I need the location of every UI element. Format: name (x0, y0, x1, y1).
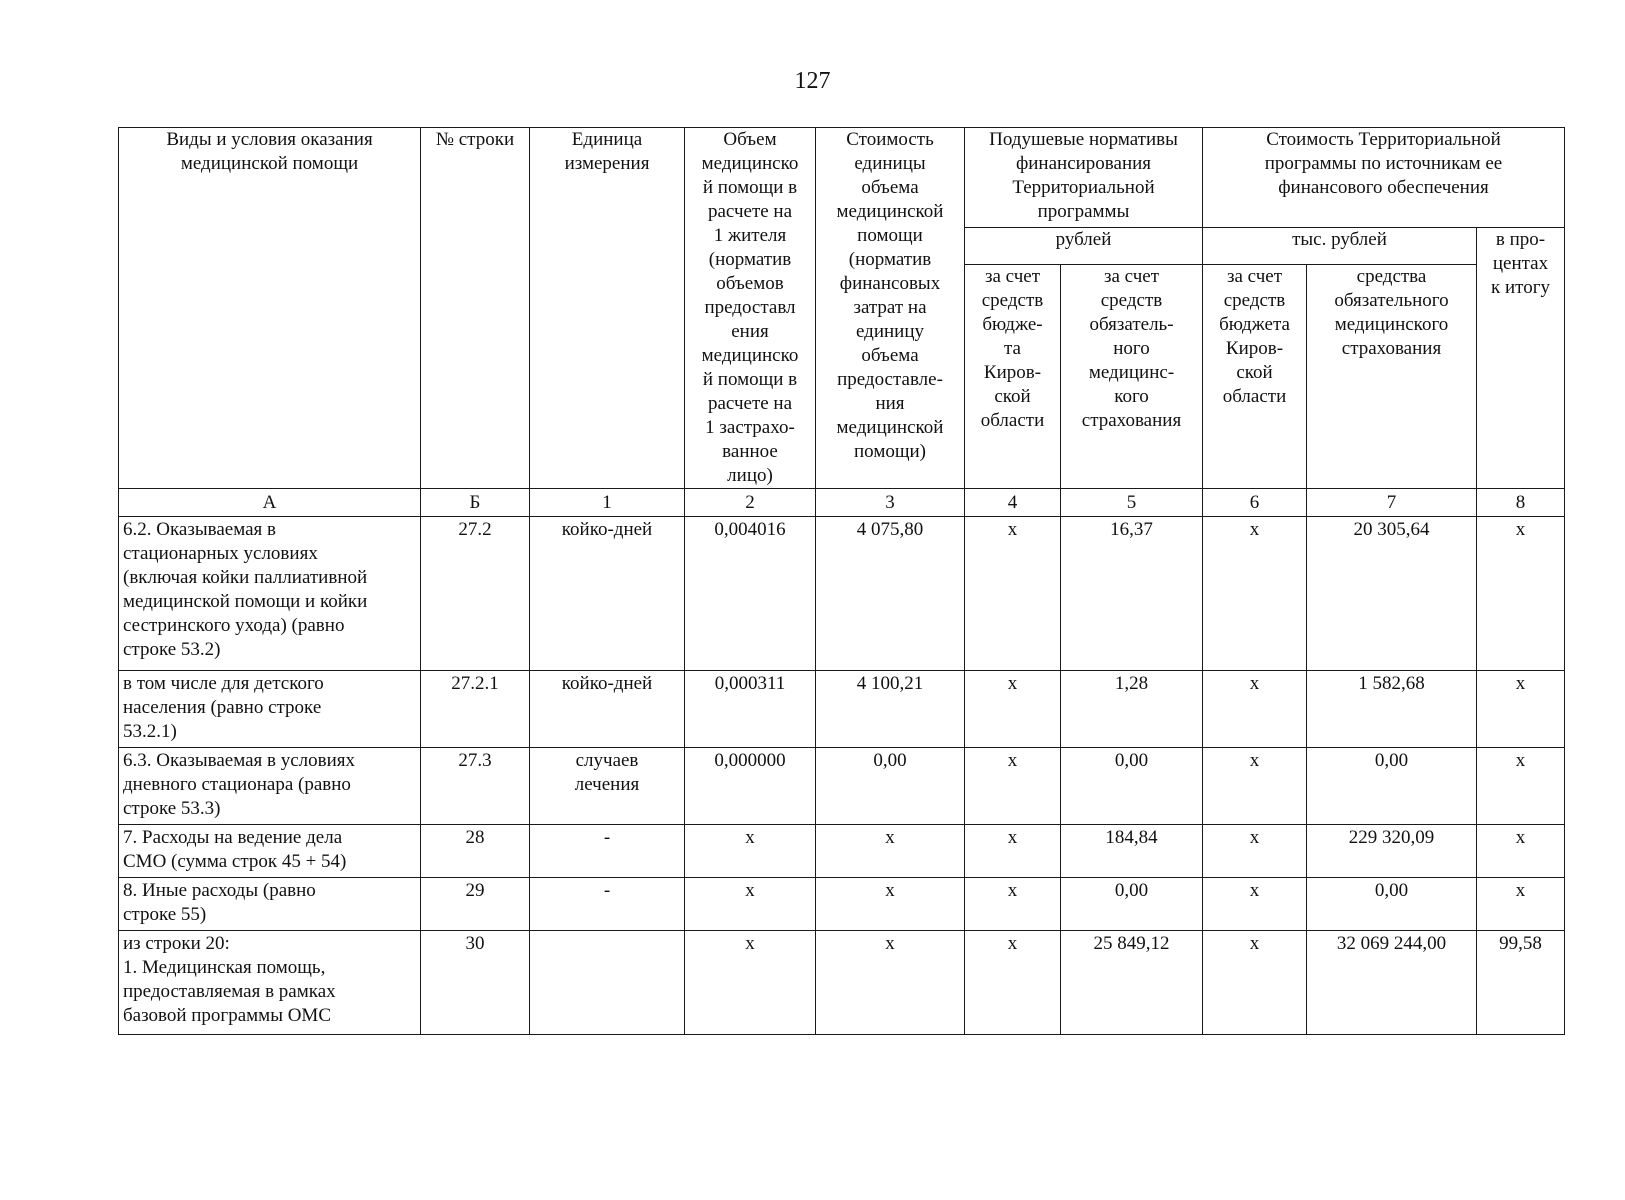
row-col-8: х (1477, 671, 1565, 748)
header-regional-budget-per-capita: за счет средств бюдже- та Киров- ской области (965, 265, 1061, 489)
row-volume: 0,000311 (685, 671, 816, 748)
row-unit: случаев лечения (530, 748, 685, 825)
row-col-4: х (965, 931, 1061, 1035)
header-thousand-rubles: тыс. рублей (1203, 228, 1477, 265)
row-col-8: х (1477, 748, 1565, 825)
row-col-6: х (1203, 671, 1307, 748)
row-name: 6.2. Оказываемая в стационарных условиях (включая койки паллиативной медицинской помощи и койки сестринского ухода) (равно строке 53.2) (119, 517, 421, 671)
column-index: 4 (965, 489, 1061, 517)
header-regional-budget-cost: за счет средств бюджета Киров- ской области (1203, 265, 1307, 489)
row-unit: койко-дней (530, 671, 685, 748)
row-col-7: 0,00 (1307, 878, 1477, 931)
row-volume: х (685, 878, 816, 931)
table-row (119, 825, 1565, 878)
row-col-4: х (965, 517, 1061, 671)
row-col-8: х (1477, 825, 1565, 878)
row-col-6: х (1203, 517, 1307, 671)
header-percent-of-total: в про- центах к итогу (1477, 228, 1565, 489)
row-col-6: х (1203, 825, 1307, 878)
row-col-7: 1 582,68 (1307, 671, 1477, 748)
row-name: 6.3. Оказываемая в условиях дневного стационара (равно строке 53.3) (119, 748, 421, 825)
column-index: 5 (1061, 489, 1203, 517)
header-rubles: рублей (965, 228, 1203, 265)
header-oms-cost: средства обязательного медицинского страхования (1307, 265, 1477, 489)
row-line-number: 28 (421, 825, 530, 878)
row-name: 7. Расходы на ведение дела СМО (сумма строк 45 + 54) (119, 825, 421, 878)
header-row-1 (119, 128, 1565, 228)
row-col-5: 25 849,12 (1061, 931, 1203, 1035)
row-col-8: х (1477, 878, 1565, 931)
row-unit-cost: 4 100,21 (816, 671, 965, 748)
header-per-capita-group: Подушевые нормативы финансирования Территориальной программы (965, 128, 1203, 228)
row-col-8: 99,58 (1477, 931, 1565, 1035)
header-program-cost-group: Стоимость Территориальной программы по источникам ее финансового обеспечения (1203, 128, 1565, 228)
row-col-6: х (1203, 748, 1307, 825)
row-unit-cost: х (816, 878, 965, 931)
column-index: 7 (1307, 489, 1477, 517)
row-col-7: 20 305,64 (1307, 517, 1477, 671)
column-index: 3 (816, 489, 965, 517)
table-row (119, 671, 1565, 748)
row-col-6: х (1203, 931, 1307, 1035)
page-number: 127 (794, 68, 831, 94)
row-col-5: 184,84 (1061, 825, 1203, 878)
header-unit: Единица измерения (530, 128, 685, 489)
row-col-7: 0,00 (1307, 748, 1477, 825)
row-name: 8. Иные расходы (равно строке 55) (119, 878, 421, 931)
row-line-number: 27.2.1 (421, 671, 530, 748)
table-row (119, 748, 1565, 825)
row-col-6: х (1203, 878, 1307, 931)
header-volume: Объем медицинско й помощи в расчете на 1 жителя (норматив объемов предоставл ения медицинско й помощи в расчете на 1 застрахо- ванное лицо) (685, 128, 816, 489)
row-col-5: 0,00 (1061, 748, 1203, 825)
row-volume: 0,004016 (685, 517, 816, 671)
row-name: из строки 20: 1. Медицинская помощь, предоставляемая в рамках базовой программы ОМС (119, 931, 421, 1035)
row-unit-cost: 4 075,80 (816, 517, 965, 671)
row-volume: 0,000000 (685, 748, 816, 825)
row-col-4: х (965, 671, 1061, 748)
row-col-7: 32 069 244,00 (1307, 931, 1477, 1035)
column-index-row (119, 489, 1565, 517)
row-col-8: х (1477, 517, 1565, 671)
row-col-5: 1,28 (1061, 671, 1203, 748)
header-unit-cost: Стоимость единицы объема медицинской помощи (норматив финансовых затрат на единицу объема предоставле- ния медицинской помощи) (816, 128, 965, 489)
row-unit-cost: х (816, 931, 965, 1035)
table-row (119, 878, 1565, 931)
column-index: 1 (530, 489, 685, 517)
row-volume: х (685, 931, 816, 1035)
header-oms-per-capita: за счет средств обязатель- ного медицинс- кого страхования (1061, 265, 1203, 489)
column-index: Б (421, 489, 530, 517)
column-index: А (119, 489, 421, 517)
row-line-number: 30 (421, 931, 530, 1035)
row-name: в том числе для детского населения (равно строке 53.2.1) (119, 671, 421, 748)
row-line-number: 27.3 (421, 748, 530, 825)
row-col-4: х (965, 825, 1061, 878)
row-col-5: 0,00 (1061, 878, 1203, 931)
table-row (119, 931, 1565, 1035)
row-col-4: х (965, 748, 1061, 825)
row-volume: х (685, 825, 816, 878)
row-col-7: 229 320,09 (1307, 825, 1477, 878)
row-unit (530, 931, 685, 1035)
header-line-number: № строки (421, 128, 530, 489)
column-index: 8 (1477, 489, 1565, 517)
row-unit: - (530, 825, 685, 878)
row-col-4: х (965, 878, 1061, 931)
row-col-5: 16,37 (1061, 517, 1203, 671)
row-unit: койко-дней (530, 517, 685, 671)
column-index: 2 (685, 489, 816, 517)
row-unit-cost: 0,00 (816, 748, 965, 825)
row-line-number: 29 (421, 878, 530, 931)
row-line-number: 27.2 (421, 517, 530, 671)
row-unit: - (530, 878, 685, 931)
column-index: 6 (1203, 489, 1307, 517)
financing-table (118, 127, 1565, 1035)
row-unit-cost: х (816, 825, 965, 878)
header-kind-of-care: Виды и условия оказания медицинской помощи (119, 128, 421, 489)
table-row (119, 517, 1565, 671)
